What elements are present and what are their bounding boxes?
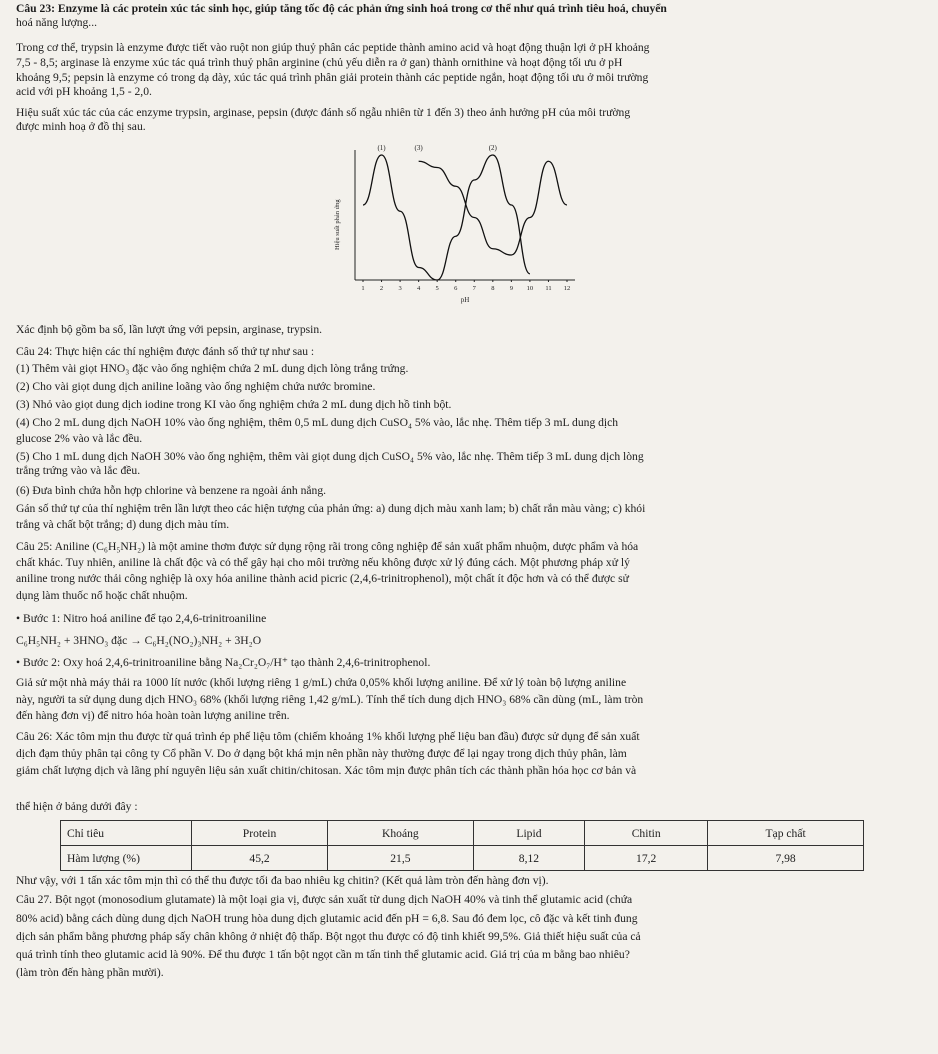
question-23-title: Câu 23: Enzyme là các protein xúc tác sinh học, giúp tăng tốc độ các phản ứng sinh hoá trong cơ thể như quá trình tiêu hoá, chuyển — [16, 2, 667, 15]
x-tick-label: 7 — [472, 285, 476, 292]
table-header-cell: Lipid — [473, 821, 585, 846]
series-line-3 — [419, 161, 567, 255]
text-line: Trong cơ thể, trypsin là enzyme được tiết vào ruột non giúp thuỷ phân các peptide thành amino acid và hoạt động thuận lợi ở pH khoảng — [16, 41, 650, 54]
x-tick-label: 9 — [509, 285, 513, 292]
table-header-cell: Chỉ tiêu — [61, 821, 192, 846]
text-line: dụng làm thuốc nổ hoặc chất nhuộm. — [16, 589, 188, 602]
x-tick-label: 10 — [526, 285, 534, 292]
table-cell: Hàm lượng (%) — [61, 846, 192, 871]
question-27-title: Câu 27. Bột ngọt (monosodium glutamate) là một loại gia vị, được sản xuất từ dung dịch NaOH 40% và tinh thể glutamic acid (chứa — [16, 893, 633, 906]
y-axis-label: Hiệu suất phản ứng — [334, 199, 341, 250]
text-line: Như vậy, với 1 tấn xác tôm mịn thì có thể thu được tối đa bao nhiêu kg chitin? (Kết quả làm tròn đến hàng đơn vị). — [16, 874, 549, 887]
x-tick-labels — [361, 280, 570, 292]
table-cell: 7,98 — [708, 846, 864, 871]
text-line: chất khác. Tuy nhiên, aniline là chất độc và có thể gây hại cho môi trường nếu không được xử lý đúng cách. Một phương pháp xử lý — [16, 556, 630, 569]
text-line: aniline trong nước thải công nghiệp là oxy hóa aniline thành acid picric (2,4,6-trinitrophenol), một chất ít độc hơn và có thể được sử — [16, 572, 629, 585]
question-26-title: Câu 26: Xác tôm mịn thu được từ quá trình ép phế liệu tôm (chiếm khoảng 1% khối lượng phế liệu ban đầu) được sử dụng để sản xuất — [16, 730, 640, 743]
x-tick-label: 1 — [361, 285, 365, 292]
experiment-2: (2) Cho vài giọt dung dịch aniline loãng vào ống nghiệm chứa nước bromine. — [16, 380, 376, 393]
text-line: Xác định bộ gồm ba số, lần lượt ứng với pepsin, arginase, trypsin. — [16, 323, 323, 336]
x-tick-label: 2 — [379, 285, 384, 292]
x-tick-label: 8 — [491, 285, 495, 292]
experiment-5: (5) Cho 1 mL dung dịch NaOH 30% vào ống nghiệm, thêm vài giọt dung dịch CuSO₄ 5% vào, lắc nhẹ. Thêm tiếp 3 mL dung dịch lòng — [16, 450, 644, 463]
series-line-2 — [437, 155, 530, 280]
x-tick-label: 4 — [417, 285, 421, 292]
step-1: • Bước 1: Nitro hoá aniline để tạo 2,4,6-trinitroaniline — [16, 612, 267, 625]
experiment-6: (6) Đưa bình chứa hỗn hợp chlorine và benzene ra ngoài ánh nắng. — [16, 484, 327, 497]
question-25-title: Câu 25: Aniline (C₆H₅NH₂) là một amine thơm được sử dụng rộng rãi trong công nghiệp để sản xuất phẩm nhuộm, dược phẩm và hóa — [16, 540, 639, 553]
x-tick-label: 12 — [563, 285, 571, 292]
table-header-cell: Chitin — [585, 821, 708, 846]
x-tick-label: 3 — [398, 285, 402, 292]
step-2: • Bước 2: Oxy hoá 2,4,6-trinitroaniline bằng Na₂Cr₂O₇/H⁺ tạo thành 2,4,6-trinitrophenol. — [16, 656, 431, 669]
text-line: Hiệu suất xúc tác của các enzyme trypsin, arginase, pepsin (được đánh số ngẫu nhiên từ 1 đến 3) theo ảnh hưởng pH của môi trường — [16, 106, 631, 119]
curve-labels — [377, 144, 497, 152]
text-line: (làm tròn đến hàng phần mười). — [16, 966, 164, 979]
x-tick-label: 11 — [545, 285, 552, 292]
text-line: được minh hoạ ở đồ thị sau. — [16, 120, 146, 133]
curve-label: (1) — [377, 144, 386, 152]
curve-label: (2) — [488, 144, 497, 152]
composition-table — [60, 820, 864, 871]
x-tick-label: 6 — [454, 285, 458, 292]
text-line: 7,5 - 8,5; arginase là enzyme xúc tác quá trình thuỷ phân arginine (chủ yếu diễn ra ở gan) thành ornithine và hoạt động tối ưu ở pH — [16, 56, 623, 69]
text-line: quá trình tính theo glutamic acid là 90%. Để thu được 1 tấn bột ngọt cần m tấn tinh thể glutamic acid. Giá trị của m bằng bao nhiêu? — [16, 948, 630, 961]
curve-label: (3) — [414, 144, 423, 152]
text-line: 80% acid) bằng cách dùng dung dịch NaOH trung hòa dung dịch glutamic acid đến pH = 6,8. Sau đó đem lọc, cô đặc và kết tinh đung — [16, 912, 638, 925]
text-line: hoá năng lượng... — [16, 16, 97, 29]
table-row — [61, 846, 864, 871]
table-cell: 17,2 — [585, 846, 708, 871]
text-line: đến hàng đơn vị) để nitro hóa hoàn toàn lượng aniline trên. — [16, 709, 290, 722]
table-header-cell: Protein — [192, 821, 328, 846]
experiment-3: (3) Nhỏ vào giọt dung dịch iodine trong KI vào ống nghiệm chứa 2 mL dung dịch hồ tinh bột. — [16, 398, 452, 411]
text-line: trắng và chất bột trắng; d) dung dịch màu tím. — [16, 518, 230, 531]
table-cell: 21,5 — [328, 846, 474, 871]
ph-efficiency-chart — [325, 140, 585, 305]
text-line: giảm chất lượng dịch và lãng phí nguyên liệu sản xuất chitin/chitosan. Xác tôm mịn được phân tích các thành phần hóa học cơ bản và — [16, 764, 637, 777]
table-header-row — [61, 821, 864, 846]
text-line: thể hiện ở bảng dưới đây : — [16, 800, 138, 813]
text-line: trắng trứng vào và lắc đều. — [16, 464, 141, 477]
text-line: acid với pH khoảng 1,5 - 2,0. — [16, 85, 152, 98]
chart-curves — [363, 155, 567, 280]
text-line: dịch sản phẩm bằng phương pháp sấy chân không ở nhiệt độ thấp. Bột ngọt thu được có độ tinh khiết 99,5%. Giả thiết hiệu suất của cả — [16, 930, 641, 943]
text-line: glucose 2% vào và lắc đều. — [16, 432, 143, 445]
table-cell: 45,2 — [192, 846, 328, 871]
table-header-cell: Tạp chất — [708, 821, 864, 846]
equation: C₆H₅NH₂ + 3HNO₃ đặc → C₆H₂(NO₂)₃NH₂ + 3H₂O — [16, 634, 262, 647]
text-line: Giả sử một nhà máy thải ra 1000 lít nước (khối lượng riêng 1 g/mL) chứa 0,05% khối lượng aniline. Để xử lý toàn bộ lượng aniline — [16, 676, 627, 689]
text-line: dịch đạm thủy phân tại công ty Cổ phần V. Do ở dạng bột khá mịn nên phần này thường được để lại ngay trong dịch thủy phân, làm — [16, 747, 627, 760]
text-line: khoảng 9,5; pepsin là enzyme có trong dạ dày, xúc tác quá trình phân giải protein thành các peptide ngắn, hoạt động tối ưu ở môi trường — [16, 71, 649, 84]
text-line: này, người ta sử dụng dung dịch HNO₃ 68% (khối lượng riêng 1,42 g/mL). Tính thể tích dung dịch HNO₃ 68% cần dùng (mL, làm tròn — [16, 693, 644, 706]
table-header-cell: Khoáng — [328, 821, 474, 846]
experiment-4: (4) Cho 2 mL dung dịch NaOH 10% vào ống nghiệm, thêm 0,5 mL dung dịch CuSO₄ 5% vào, lắc nhẹ. Thêm tiếp 3 mL dung dịch — [16, 416, 619, 429]
question-24-title: Câu 24: Thực hiện các thí nghiệm được đánh số thứ tự như sau : — [16, 345, 315, 358]
text-line: Gán số thứ tự của thí nghiệm trên lần lượt theo các hiện tượng của phản ứng: a) dung dịch màu xanh lam; b) chất rắn màu vàng; c) khói — [16, 502, 646, 515]
x-tick-label: 5 — [435, 285, 439, 292]
experiment-1: (1) Thêm vài giọt HNO₃ đặc vào ống nghiệm chứa 2 mL dung dịch lòng trắng trứng. — [16, 362, 409, 375]
series-line-1 — [363, 155, 437, 280]
x-axis-label: pH — [460, 296, 470, 304]
table-cell: 8,12 — [473, 846, 585, 871]
